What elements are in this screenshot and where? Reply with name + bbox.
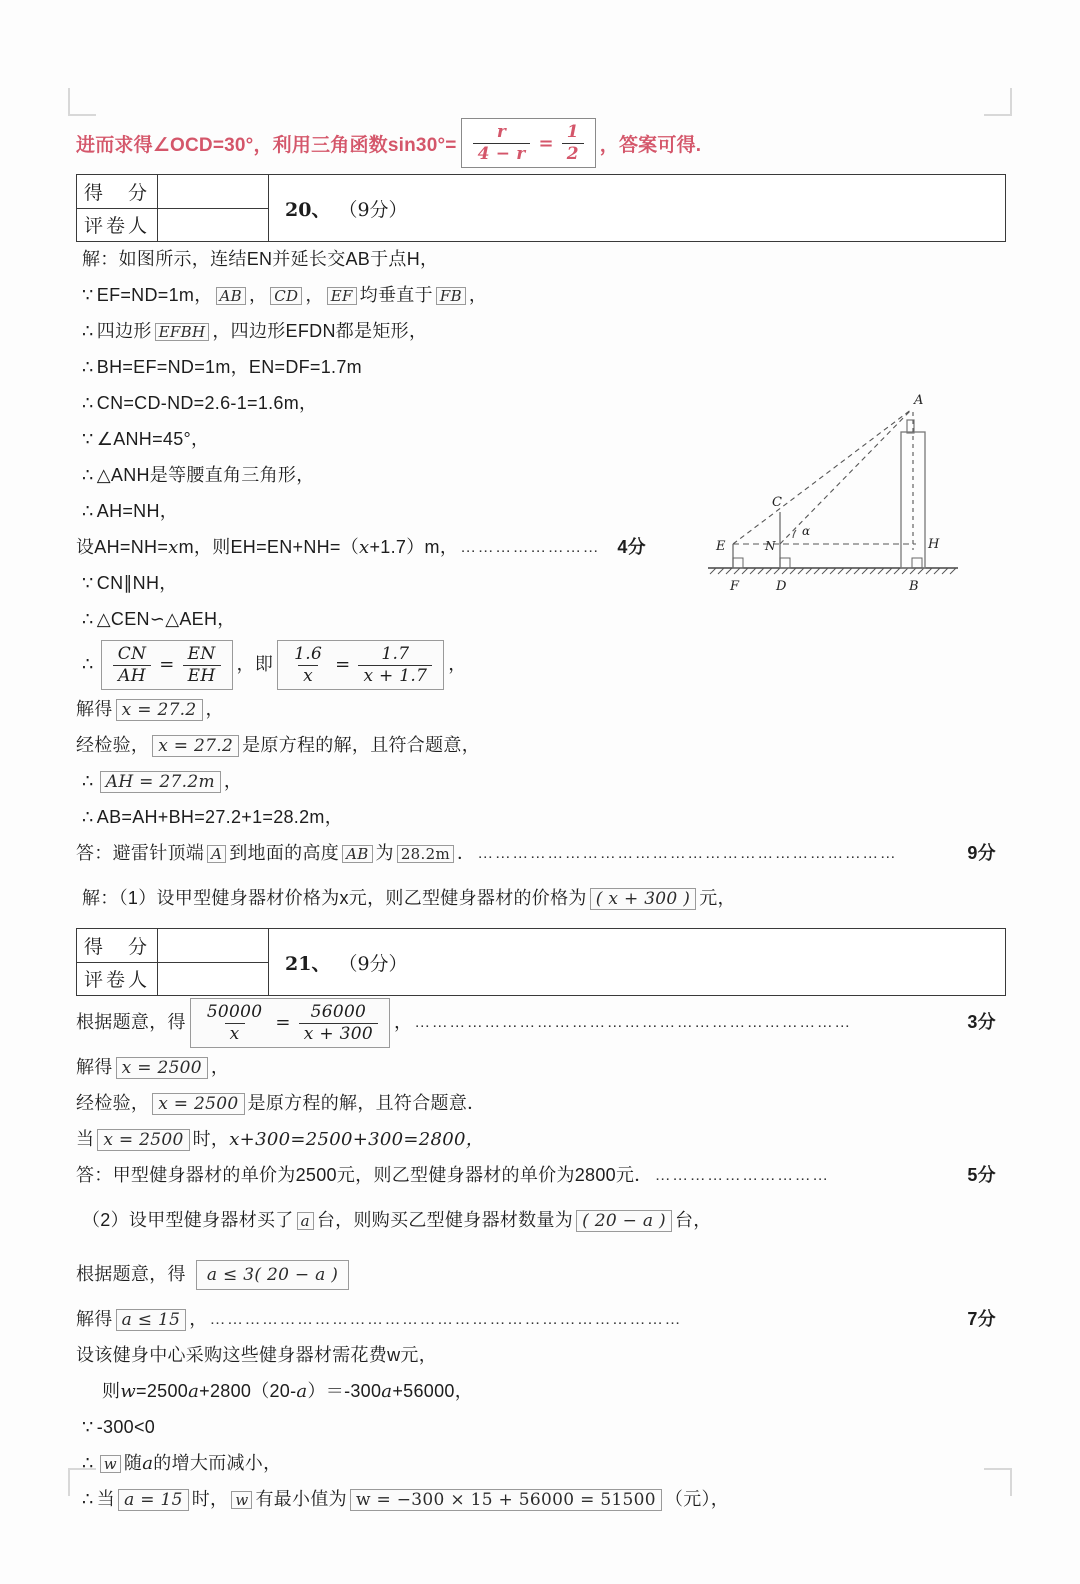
q21-intro-tail: 元， (699, 888, 736, 909)
q21-minimum-line (76, 1482, 1006, 1518)
frac-50000-x: $\frac{50000}{x}$ (206, 1002, 263, 1044)
answer-line-tail: ． (456, 843, 476, 864)
quantity-a-box: a (297, 1212, 314, 1231)
q21-ineq-solve-tail: ， (189, 1309, 208, 1330)
quantity-20-minus-a-box: ( 20 − a ) (576, 1210, 672, 1233)
label-d: D (776, 579, 787, 594)
answer-line-mid: 到地面的高度 (229, 843, 340, 864)
score-label-q20: 得 分 (77, 175, 157, 209)
q21-when-pre: 当 (76, 1129, 95, 1150)
score-table-q20 (76, 174, 1006, 242)
q21-w-text3: ）＝-300 (307, 1381, 382, 1402)
q20-answer-line (76, 836, 996, 872)
score-mark-7: 7分 (967, 1309, 996, 1330)
equals-sign-2: = (335, 654, 351, 676)
ab-line-text: AB=AH+BH=27.2+1=28.2m， (96, 807, 344, 828)
set-line-post: +1.7）m， (369, 537, 459, 558)
var-a-4: a (142, 1453, 154, 1475)
price-equation-box (190, 998, 390, 1047)
q21-verify-pre: 经检验， (76, 1093, 150, 1114)
q20-points: （9分） (338, 198, 408, 221)
q21-part2-line (76, 1194, 1006, 1248)
q21-verify-tail: 是原方程的解，且符合题意． (247, 1093, 486, 1114)
q21-min-mid: 时， (191, 1489, 229, 1510)
grader-label-q21: 评卷人 (83, 969, 150, 992)
header-equals-sign: = (538, 132, 554, 154)
q21-answer-text: 答：甲型健身器材的单价为2500元，则乙型健身器材的单价为2800元． (76, 1165, 653, 1186)
var-a-3: a (381, 1381, 393, 1403)
q21-when-line (76, 1122, 1006, 1158)
segment-fb-box: FB (436, 287, 466, 306)
verify-x-272-box: x = 27.2 (152, 735, 239, 758)
grader-entry-q20[interactable] (158, 209, 268, 242)
q21-solve-tail: ， (210, 1057, 230, 1078)
set-line-var-x2: x (359, 537, 370, 559)
q21-min-pre: 当 (96, 1489, 116, 1510)
q20-line-2-text: EF=ND=1m， (96, 285, 213, 306)
grader-entry-q21[interactable] (158, 963, 268, 996)
ratio-equation-box-2 (277, 640, 444, 689)
q20-ab-line (76, 800, 1006, 836)
ah-line-tail: ， (223, 771, 243, 792)
red-annotation-prefix: 进而求得∠OCD=30°，利用三角函数sin30°= (76, 134, 457, 156)
label-h: H (928, 537, 940, 552)
q20-line-7-text: △ANH是等腰直角三角形， (96, 465, 315, 486)
q21-inequality-line (76, 1248, 1006, 1302)
q21-number: 21、 (285, 952, 331, 975)
q21-part2-mid: 台，则购买乙型健身器材数量为 (316, 1210, 574, 1231)
quad-efbh-box: EFBH (155, 323, 210, 342)
therefore-symbol-8: ∴ (82, 771, 94, 793)
score-table-q21-labels (77, 929, 158, 995)
q21-decrease-text2: 的增大而减小， (153, 1453, 282, 1474)
therefore-symbol: ∴ (82, 321, 94, 343)
q20-line-3-text: 四边形 (96, 321, 152, 342)
a-le-15-box: a ≤ 15 (116, 1309, 187, 1332)
red-annotation-line (76, 120, 1006, 166)
ratio-frac-16-x: $\frac{1.6}{x}$ (294, 644, 323, 686)
because-symbol-3: ∵ (82, 573, 94, 595)
var-a-2: a (296, 1381, 308, 1403)
score-table-q21-blanks[interactable] (158, 929, 269, 995)
therefore-symbol-10: ∴ (82, 1453, 94, 1475)
min-value-box: w = −300 × 15 + 56000 = 51500 (350, 1489, 662, 1512)
header-fraction-right: $\frac{1}{2}$ (562, 122, 584, 163)
set-line-mid: m，则EH=EN+NH=（ (178, 537, 360, 558)
sep-a: ， (248, 285, 268, 306)
q21-neg-text: -300<0 (96, 1417, 156, 1438)
set-line-var-x: x (168, 537, 179, 559)
score-entry-q21[interactable] (158, 929, 268, 963)
q21-solve-line (76, 1050, 1006, 1086)
q20-line-8-text: AH=NH， (96, 501, 179, 522)
q21-min-mid2: 有最小值为 (255, 1489, 347, 1510)
therefore-symbol-7: ∴ (82, 654, 94, 676)
verify-x-2500-box: x = 2500 (152, 1093, 244, 1116)
verify-line-pre: 经检验， (76, 735, 150, 756)
set-line-pre: 设AH=NH= (76, 537, 169, 558)
q21-cost-line (76, 1338, 1006, 1374)
verify-line-tail: 是原方程的解，且符合题意， (242, 735, 480, 756)
q20-solve-line (76, 692, 1006, 728)
q21-negative-line (76, 1410, 1006, 1446)
w-box-2: w (231, 1491, 252, 1510)
ratio-frac-en-eh: $\frac{EN}{EH}$ (183, 644, 221, 685)
q21-intro-line (76, 872, 1006, 926)
crop-mark-top-left (68, 88, 96, 116)
label-alpha: α (802, 524, 811, 538)
leader-dots-2: ……………………………………………………………… (477, 845, 898, 863)
q21-w-line (76, 1374, 1006, 1410)
var-w: w (120, 1381, 137, 1403)
q20-ratio-line (76, 638, 1006, 692)
label-c: C (772, 495, 782, 510)
q21-eq-pre: 根据题意，得 (76, 1012, 186, 1033)
q20-line-3-tail: ，四边形EFDN都是矩形， (212, 321, 428, 342)
therefore-symbol-5: ∴ (82, 501, 94, 523)
ah-value-box: AH = 27.2m (100, 771, 221, 794)
label-e: E (716, 539, 726, 554)
q21-when-expr: x+300=2500+300=2800， (229, 1129, 485, 1151)
q20-line-4-text: BH=EF=ND=1m，EN=DF=1.7m (96, 357, 362, 378)
ratio-line-tail: ， (448, 654, 467, 675)
score-mark-9: 9分 (967, 843, 996, 864)
ratio-frac-cn-ah: $\frac{CN}{AH}$ (113, 644, 151, 685)
q21-part2-tail: 台， (674, 1210, 712, 1231)
score-table-q20-blanks[interactable] (158, 175, 269, 241)
segment-ef-box: EF (327, 287, 357, 306)
therefore-symbol-11: ∴ (82, 1489, 94, 1511)
q20-set-line (76, 530, 646, 566)
leader-dots-3: ………………………………………………………………… (414, 1014, 852, 1032)
right-angle-f (733, 558, 743, 568)
ratio-equation-box-1 (101, 640, 233, 689)
solve-line-tail: ， (205, 699, 224, 720)
q20-line-5-text: CN=CD-ND=2.6-1=1.6m， (96, 393, 318, 414)
q21-points: （9分） (338, 952, 408, 975)
var-a-1: a (188, 1381, 200, 1403)
q20-line-2 (76, 278, 1006, 314)
q21-cost-text: 设该健身中心采购这些健身器材需花费w元， (76, 1345, 437, 1366)
q21-part2-pre: （2）设甲型健身器材买了 (82, 1210, 294, 1231)
q21-eq-tail: ， (393, 1012, 413, 1033)
parallel-line-text: CN∥NH， (96, 573, 178, 594)
q20-line-3 (76, 314, 1006, 350)
equals-sign-3: = (275, 1012, 291, 1034)
score-mark-5: 5分 (967, 1165, 996, 1186)
score-table-q20-labels (77, 175, 158, 241)
leader-dots-4: ………………………… (654, 1167, 830, 1185)
height-282m-box: 28.2m (397, 845, 454, 864)
q21-min-tail: （元）， (664, 1489, 730, 1510)
inequality-box: a ≤ 3( 20 − a ) (196, 1260, 349, 1291)
q20-line-2-mid: 均垂直于 (359, 285, 433, 306)
question-number-q20 (269, 175, 1005, 241)
label-f: F (730, 579, 740, 594)
q20-line-6-text: ∠ANH=45°， (96, 429, 210, 450)
solution-x-2500-box: x = 2500 (116, 1057, 208, 1080)
red-annotation-suffix: ，答案可得. (599, 134, 702, 156)
geometry-diagram-svg (690, 380, 990, 595)
q21-when-mid: 时， (192, 1129, 230, 1150)
q21-w-text2: +2800（20- (199, 1381, 297, 1402)
question-number-q21 (269, 929, 1005, 995)
geometry-diagram (690, 380, 990, 595)
label-b: B (909, 579, 919, 594)
q20-ah-line (76, 764, 1006, 800)
therefore-symbol-4: ∴ (82, 465, 94, 487)
equals-sign-1: = (159, 654, 175, 676)
because-symbol: ∵ (82, 285, 94, 307)
therefore-symbol-2: ∴ (82, 357, 94, 379)
q20-line-1-text: 解：如图所示，连结EN并延长交AB于点H， (82, 249, 439, 270)
segment-ab-box: AB (216, 287, 246, 306)
answer-line-mid2: 为 (375, 843, 394, 864)
q21-w-text4: +56000， (392, 1381, 474, 1402)
label-n: N (765, 539, 776, 553)
q21-ineq-pre: 根据题意，得 (76, 1264, 186, 1285)
sep-b: ， (305, 285, 324, 306)
segment-ab-answer-box: AB (342, 845, 372, 864)
because-symbol-4: ∵ (82, 1417, 94, 1439)
q21-w-text: =2500 (136, 1381, 189, 1402)
grader-label-q20: 评卷人 (83, 215, 150, 238)
answer-line-pre: 答：避雷针顶端 (76, 843, 205, 864)
q20-similar-line (76, 602, 1006, 638)
therefore-symbol-6: ∴ (82, 609, 94, 631)
q20-number: 20、 (285, 198, 331, 221)
q21-intro-pre: 解：（1）设甲型健身器材价格为x元，则乙型健身器材的价格为 (82, 888, 587, 909)
q20-line-2-tail: ， (468, 285, 488, 306)
when-x-2500-box: x = 2500 (97, 1129, 189, 1152)
q21-equation-line (76, 996, 996, 1050)
solve-line-pre: 解得 (76, 699, 113, 720)
score-mark-3: 3分 (967, 1012, 996, 1033)
q21-decrease-text: 随 (123, 1453, 143, 1474)
score-label-q21: 得 分 (77, 929, 157, 963)
sight-line-eca (733, 409, 912, 544)
header-fraction-left: $\frac{r}{4 - r}$ (473, 122, 531, 163)
score-table-q21 (76, 928, 1006, 996)
segment-cd-box: CD (270, 287, 302, 306)
therefore-symbol-9: ∴ (82, 807, 94, 829)
therefore-symbol-3: ∴ (82, 393, 94, 415)
angle-alpha-arc (793, 530, 796, 538)
sight-line-na (780, 409, 912, 544)
q21-decrease-line (76, 1446, 1006, 1482)
crop-mark-top-right (984, 88, 1012, 116)
right-angle-b (912, 558, 922, 568)
q21-verify-line (76, 1086, 1006, 1122)
score-entry-q20[interactable] (158, 175, 268, 209)
q20-verify-line (76, 728, 1006, 764)
frac-56000-x300: $\frac{56000}{x + 300}$ (299, 1002, 378, 1043)
right-angle-d (780, 558, 790, 568)
leader-dots-5: ……………………………………………………………………… (209, 1311, 683, 1329)
w-box-1: w (100, 1455, 121, 1474)
because-symbol-2: ∵ (82, 429, 94, 451)
score-mark-4: 4分 (617, 537, 646, 558)
leader-dots-1: …………………… (460, 539, 601, 557)
q21-w-pre: 则 (102, 1381, 121, 1402)
solution-x-272-box: x = 27.2 (116, 699, 203, 722)
answer-key-content (76, 120, 1006, 1518)
label-a: A (914, 393, 924, 408)
q20-line-1 (76, 242, 1006, 278)
q21-solve-pre: 解得 (76, 1057, 113, 1078)
q21-answer-line (76, 1158, 996, 1194)
similar-line-text: △CEN∽△AEH， (96, 609, 236, 630)
price-x-plus-300-box: ( x + 300 ) (590, 888, 696, 911)
header-equation-box (461, 118, 596, 167)
point-a-box: A (207, 845, 226, 864)
q21-inequality-solve-line (76, 1302, 996, 1338)
q21-ineq-solve-pre: 解得 (76, 1309, 113, 1330)
ratio-frac-17-x17: $\frac{1.7}{x + 1.7}$ (358, 644, 432, 685)
a-equals-15-box: a = 15 (118, 1489, 189, 1512)
ratio-line-mid: ，即 (236, 654, 274, 675)
ground-hatching (710, 568, 956, 574)
